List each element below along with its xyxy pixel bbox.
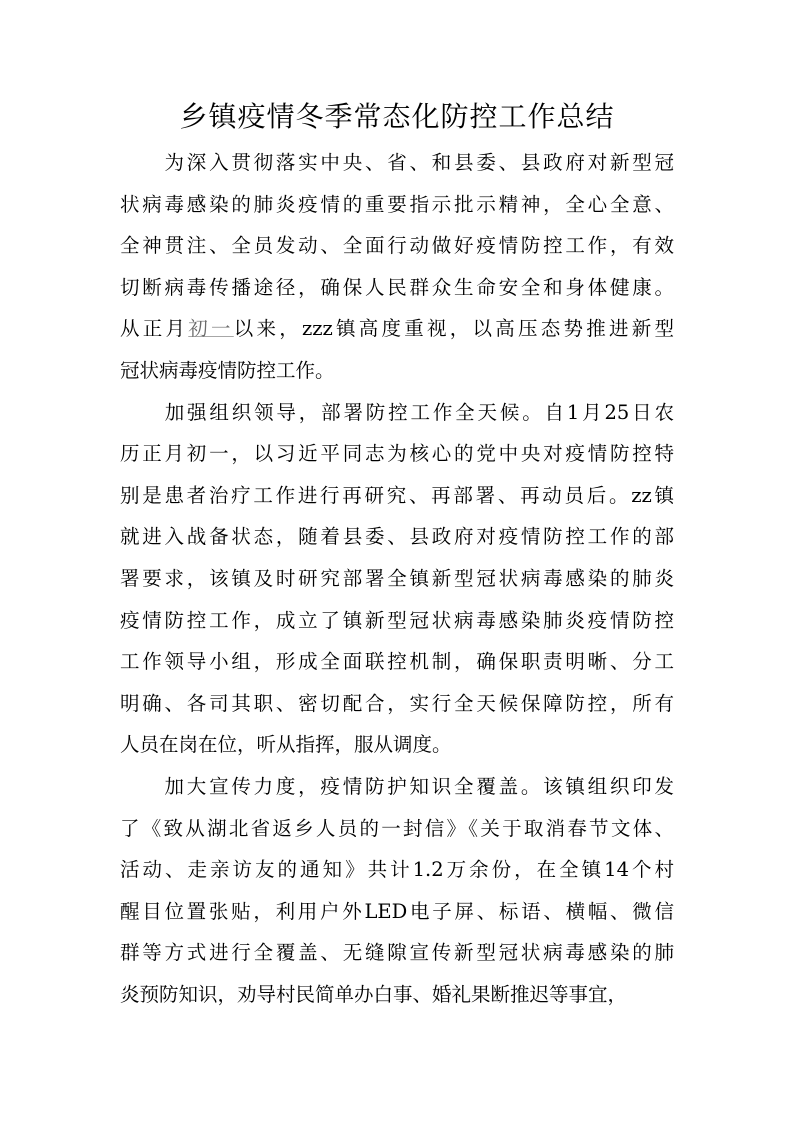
text-segment: 活动、走亲访友的通知》共计1.2万余份，在全镇14个村	[120, 858, 674, 882]
text-line	[120, 475, 674, 517]
text-line	[120, 516, 674, 558]
text-segment: 加强组织领导，部署防控工作全天候。自1月25日农	[120, 400, 674, 424]
text-line	[120, 600, 674, 642]
text-segment: 署要求，该镇及时研究部署全镇新型冠状病毒感染的肺炎	[120, 566, 674, 590]
paragraph	[120, 142, 674, 392]
text-line	[120, 974, 674, 1016]
text-segment: 疫情防控工作，成立了镇新型冠状病毒感染肺炎疫情防控	[120, 608, 674, 632]
text-line	[120, 724, 674, 766]
text-segment: 冠状病毒疫情防控工作。	[120, 358, 335, 382]
text-line	[120, 308, 674, 350]
text-line	[120, 808, 674, 850]
text-line	[120, 392, 674, 434]
text-segment: 醒目位置张贴，利用户外LED电子屏、标语、横幅、微信	[120, 899, 674, 923]
text-line	[120, 184, 674, 226]
text-segment: 群等方式进行全覆盖、无缝隙宣传新型冠状病毒感染的肺	[120, 941, 674, 965]
text-segment: 切断病毒传播途径，确保人民群众生命安全和身体健康。	[120, 275, 674, 299]
text-line	[120, 225, 674, 267]
text-line	[120, 891, 674, 933]
text-line	[120, 350, 674, 392]
text-line	[120, 683, 674, 725]
text-line	[120, 849, 674, 891]
text-line	[120, 558, 674, 600]
document-body	[120, 142, 674, 1015]
document-title: 乡镇疫情冬季常态化防控工作总结	[179, 100, 615, 133]
text-segment: 炎预防知识，劝导村民简单办白事、婚礼果断推迟等事宜，	[120, 982, 628, 1006]
text-segment: 状病毒感染的肺炎疫情的重要指示批示精神，全心全意、	[120, 192, 674, 216]
paragraph	[120, 392, 674, 766]
text-segment: 了《致从湖北省返乡人员的一封信》《关于取消春节文体、	[120, 816, 674, 840]
paragraph	[120, 766, 674, 1016]
text-line	[120, 641, 674, 683]
text-line	[120, 267, 674, 309]
text-segment: 以来，zzz镇高度重视，以高压态势推进新型	[233, 317, 674, 341]
text-segment: 历正月初一，以习近平同志为核心的党中央对疫情防控特	[120, 442, 674, 466]
text-line	[120, 766, 674, 808]
text-segment: 为深入贯彻落实中央、省、和县委、县政府对新型冠	[120, 151, 674, 174]
text-line	[120, 142, 674, 184]
text-segment: 从正月	[120, 317, 189, 341]
text-segment: 别是患者治疗工作进行再研究、再部署、再动员后。zz镇	[120, 483, 674, 507]
text-line	[120, 433, 674, 475]
text-segment: 全神贯注、全员发动、全面行动做好疫情防控工作，有效	[120, 234, 674, 258]
text-segment: 加大宣传力度，疫情防护知识全覆盖。该镇组织印发	[120, 774, 674, 798]
text-segment: 明确、各司其职、密切配合，实行全天候保障防控，所有	[120, 691, 674, 715]
text-line	[120, 932, 674, 974]
text-segment: 人员在岗在位，听从指挥，服从调度。	[120, 733, 452, 757]
text-segment: 就进入战备状态，随着县委、县政府对疫情防控工作的部	[120, 525, 674, 549]
hyperlink[interactable]: 初一	[188, 317, 234, 341]
text-segment: 工作领导小组，形成全面联控机制，确保职责明晰、分工	[120, 650, 674, 674]
